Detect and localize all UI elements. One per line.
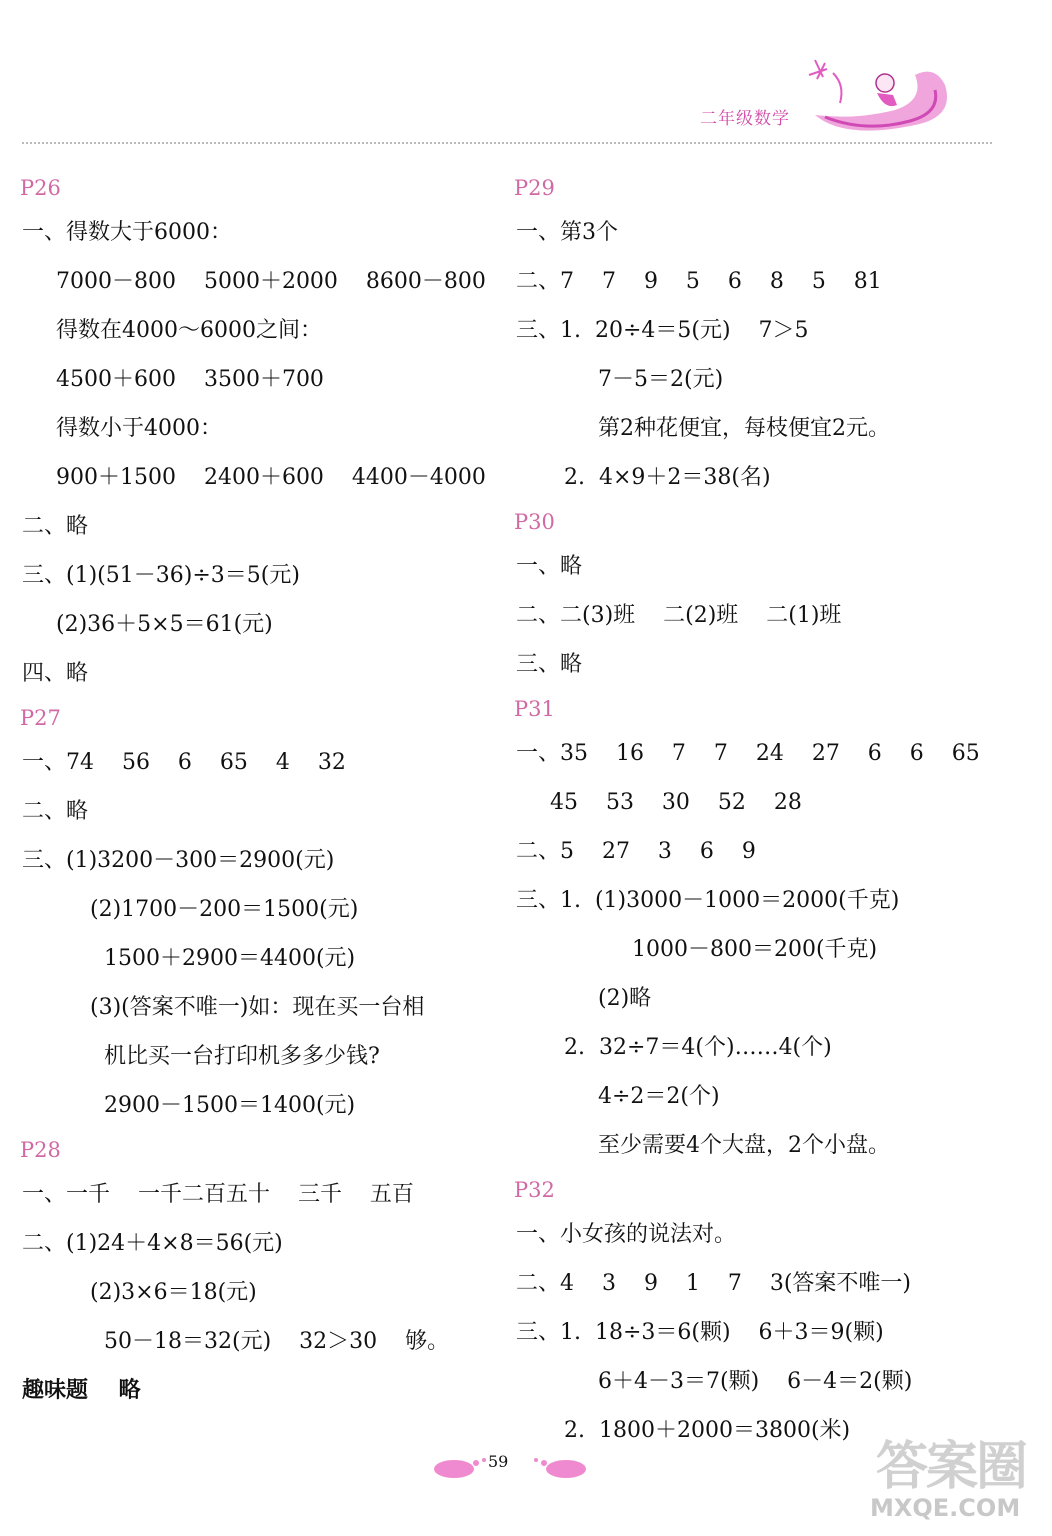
girl-illustration-icon [805,55,955,145]
answer-line: 二、4 3 9 1 7 3(答案不唯一) [516,1271,912,1296]
answer-line: (2)36＋5×5＝61(元) [56,612,273,637]
answer-line: 1000－800＝200(千克) [632,937,878,962]
section-page-label: P30 [514,510,555,534]
answer-line: 7000－800 5000＋2000 8600－800 [56,269,486,294]
answer-line: 一、第3个 [516,220,618,245]
answer-line: 四、略 [22,661,89,686]
answer-line: 三、1. (1)3000－1000＝2000(千克) [516,888,900,913]
answer-line: 1500＋2900＝4400(元) [104,946,356,971]
page-header [0,0,1052,150]
answer-line: 二、略 [22,514,89,539]
answer-line: 三、1. 20÷4＝5(元) 7＞5 [516,318,809,343]
answer-line: 至少需要4个大盘，2个小盘。 [598,1133,890,1158]
answer-line: 二、(1)24＋4×8＝56(元) [22,1231,283,1256]
answer-line: 三、略 [516,652,583,677]
header-divider [22,142,992,144]
answer-line: 三、(1)(51－36)÷3＝5(元) [22,563,300,588]
answer-line: (2)略 [598,986,652,1011]
answer-line: 一、略 [516,554,583,579]
watermark-glyphs: 答案圈 [876,1437,1027,1497]
answer-line: 得数在4000～6000之间： [56,318,322,343]
answer-line: 一、小女孩的说法对。 [516,1222,737,1247]
answer-line: 4÷2＝2(个) [598,1084,720,1109]
left-column [18,168,498,1415]
answer-section [18,168,498,698]
answer-line: 2900－1500＝1400(元) [104,1093,356,1118]
section-page-label: P29 [514,176,555,200]
answer-line: 一、35 16 7 7 24 27 6 6 65 [516,741,980,766]
watermark-text: MXQE.COM [870,1494,1021,1522]
answer-line: 二、5 27 3 6 9 [516,839,756,864]
answer-line: 二、二(3)班 二(2)班 二(1)班 [516,603,842,628]
pink-cloud-icon [432,1454,492,1480]
answer-line: 2. 32÷7＝4(个)……4(个) [564,1035,832,1060]
answer-line: 三、1. 18÷3＝6(颗) 6＋3＝9(颗) [516,1320,884,1345]
answer-section [512,502,1032,689]
answer-line: 900＋1500 2400＋600 4400－4000 [56,465,486,490]
answer-line: 机比买一台打印机多多少钱? [104,1044,380,1069]
answer-line: 一、得数大于6000： [22,220,232,245]
right-column [512,168,1032,1455]
answer-line: 第2种花便宜，每枝便宜2元。 [598,416,890,441]
watermark-logo [870,1420,1040,1530]
answer-line: (2)1700－200＝1500(元) [90,897,359,922]
answer-line: 一、一千 一千二百五十 三千 五百 [22,1182,414,1207]
answer-line: 一、74 56 6 65 4 32 [22,750,346,775]
answer-line: 得数小于4000： [56,416,222,441]
answer-line: 趣味题 略 [22,1378,141,1403]
section-page-label: P26 [20,176,61,200]
answer-line: 4500＋600 3500＋700 [56,367,324,392]
answer-section [512,689,1032,1170]
answer-section [18,1130,498,1415]
section-page-label: P32 [514,1178,555,1202]
answer-line: 二、略 [22,799,89,824]
answer-line: 2. 1800＋2000＝3800(米) [564,1418,851,1443]
answer-section [512,168,1032,502]
answer-line: 二、7 7 9 5 6 8 5 81 [516,269,882,294]
answer-section [512,1170,1032,1455]
answer-line: (2)3×6＝18(元) [90,1280,257,1305]
page-number: 59 [488,1452,509,1471]
pink-cloud-icon [528,1454,588,1480]
answer-line: 6＋4－3＝7(颗) 6－4＝2(颗) [598,1369,913,1394]
answer-line: 2. 4×9＋2＝38(名) [564,465,771,490]
answer-line: 7－5＝2(元) [598,367,724,392]
answer-line: (3)(答案不唯一)如：现在买一台相 [90,995,425,1020]
section-page-label: P27 [20,706,61,730]
answer-line: 三、(1)3200－300＝2900(元) [22,848,335,873]
answer-line: 45 53 30 52 28 [550,790,802,815]
section-page-label: P31 [514,697,555,721]
section-page-label: P28 [20,1138,61,1162]
grade-subject-label: 二年级数学 [700,109,790,129]
answer-section [18,698,498,1130]
answer-line: 50－18＝32(元) 32＞30 够。 [104,1329,450,1354]
